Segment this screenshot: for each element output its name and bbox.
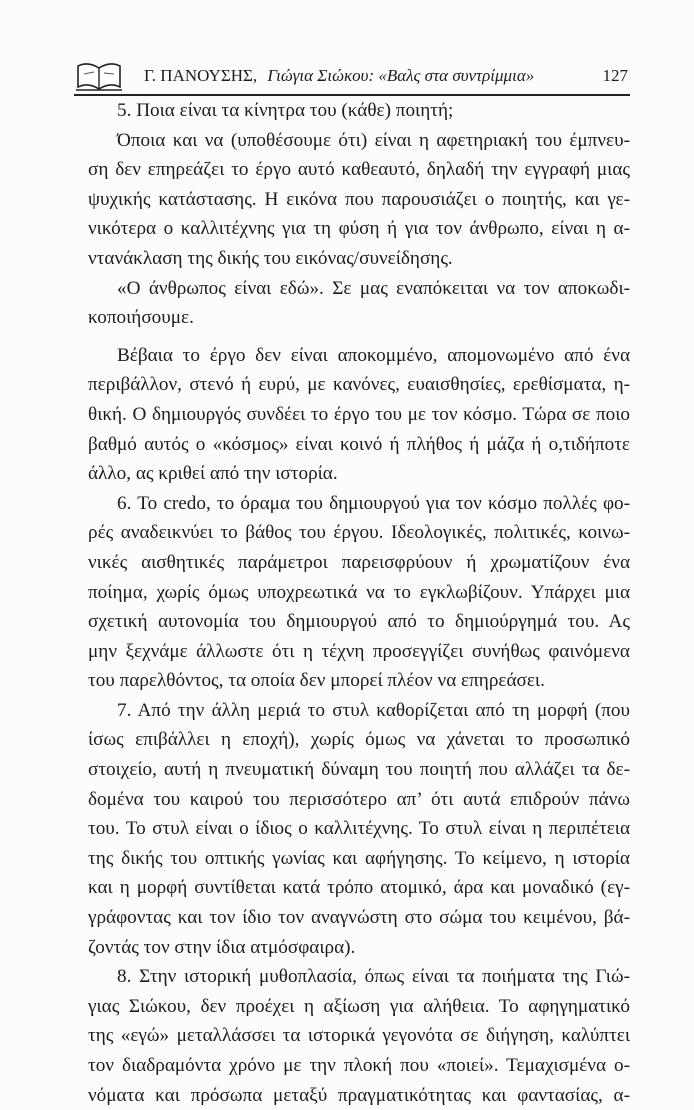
paragraph (88, 489, 630, 696)
text-line: ίσως επιβάλλει η εποχή), χωρίς όμως να χάνεται το προσωπικό (88, 729, 630, 751)
paragraph (88, 274, 630, 333)
text-line: σχετική αυτονομία του δημιουργού από το δημιούργημά του. Ας (88, 611, 630, 633)
text-line: Βέβαια το έργο δεν είναι αποκομμένο, απομονωμένο από ένα (117, 344, 630, 366)
paragraph (88, 341, 630, 489)
text-line: ποίημα, χωρίς όμως υποχρεωτικά να το εγκλωβίζουν. Υπάρχει μια (88, 581, 630, 603)
text-line: νόματα και πρόσωπα μεταξύ πραγματικότητας και φαντασίας, α- (88, 1084, 630, 1106)
text-line: «Ο άνθρωπος είναι εδώ». Σε μας εναπόκειται να τον αποκωδι- (117, 277, 630, 299)
author-name: Γ. ΠΑΝΟΥΣΗΣ, (144, 66, 258, 85)
text-line: γράφοντας και τον ίδιο τον αναγνώστη στο σώμα του κειμένου, βά- (88, 907, 630, 929)
text-line: 8. Στην ιστορική μυθοπλασία, όπως είναι τα ποιήματα της Γιώ- (117, 966, 630, 988)
text-line: γιας Σιώκου, δεν προέχει η αξίωση για αλήθεια. Το αφηγηματικό (88, 995, 630, 1017)
text-line: της «εγώ» μεταλλάσσει τα ιστορικά γεγονότα σε διήγηση, καλύπτει (88, 1025, 630, 1047)
text-line: βαθμό αυτός ο «κόσμος» είναι κοινό ή πλήθος ή μάζα ή ο,τιδήποτε (88, 433, 630, 455)
text-line: περιβάλλον, στενό ή ευρύ, με κανόνες, ευαισθησίες, ερεθίσματα, η- (88, 374, 630, 396)
text-line: νικότερα ο καλλιτέχνης για τη φύση ή για τον άνθρωπο, είναι η α- (88, 218, 630, 240)
running-header (74, 56, 630, 96)
text-line: 5. Ποια είναι τα κίνητρα του (κάθε) ποιητή; (117, 100, 454, 121)
text-line: του. Το στυλ είναι ο ίδιος ο καλλιτέχνης. Το στυλ είναι η περιπέτεια (88, 818, 630, 840)
text-line: 7. Από την άλλη μεριά το στυλ καθορίζεται από τη μορφή (που (117, 699, 630, 721)
article-title: Γιώγια Σιώκου: «Βαλς στα συντρίμμια» (267, 66, 535, 85)
running-title (144, 66, 534, 86)
text-line: ση δεν επηρεάζει το έργο αυτό καθεαυτό, δηλαδή την εγγραφή μιας (88, 159, 630, 181)
page-number: 127 (602, 66, 628, 85)
text-line: 6. Το credo, το όραμα του δημιουργού για τον κόσμο πολλές φο- (117, 492, 630, 514)
text-line: ζοντάς τον στην ίδια ατμόσφαιρα). (88, 936, 356, 958)
text-line: τον διαδραμόντα χρόνο με την πλοκή που «ποιεί». Τεμαχισμένα ο- (88, 1055, 630, 1076)
text-line: μην ξεχνάμε άλλωστε ότι η τέχνη προσεγγίζει συνήθως φαινόμενα (88, 640, 630, 662)
text-line: ρές αναδεικνύει το βάθος του έργου. Ιδεολογικές, πολιτικές, κοινω- (88, 522, 630, 544)
text-line: Όποια και να (υποθέσουμε ότι) είναι η αφετηριακή του έμπνευ- (117, 129, 630, 151)
text-line: δομένα του καιρού του περισσότερο απ’ ότι αυτά επιδρούν πάνω (88, 788, 630, 810)
open-book-icon (76, 60, 122, 92)
text-line: κοποιήσουμε. (88, 307, 194, 329)
text-line: της δικής του οπτικής γωνίας και αφήγησης. Το κείμενο, η ιστορία (88, 847, 630, 869)
text-line: θική. Ο δημιουργός συνδέει το έργο του με τον κόσμο. Τώρα σε ποιο (88, 403, 630, 425)
text-line: ντανάκλαση της δικής του εικόνας/συνείδησης. (88, 247, 453, 269)
paragraph (88, 126, 630, 274)
text-line: νικές αισθητικές παράμετροι παρεισφρύουν ή χρωματίζουν ένα (88, 551, 630, 573)
text-line: και η μορφή συντίθεται κατά τρόπο ατομικό, άρα και μοναδικό (εγ- (88, 877, 630, 899)
text-line: ψυχικής κατάστασης. Η εικόνα που παρουσιάζει ο ποιητής, και γε- (88, 188, 630, 210)
text-line: στοιχείο, αυτή η πνευματική δύναμη του ποιητή που αλλάζει τα δε- (88, 759, 630, 781)
text-line: άλλο, ας κριθεί από την ιστορία. (88, 463, 338, 485)
paragraph (88, 96, 630, 126)
text-line: του παρελθόντος, τα οποία δεν μπορεί πλέον να επηρεάσει. (88, 670, 545, 692)
paragraph (88, 962, 630, 1110)
body-text (88, 96, 630, 1110)
paragraph (88, 696, 630, 962)
